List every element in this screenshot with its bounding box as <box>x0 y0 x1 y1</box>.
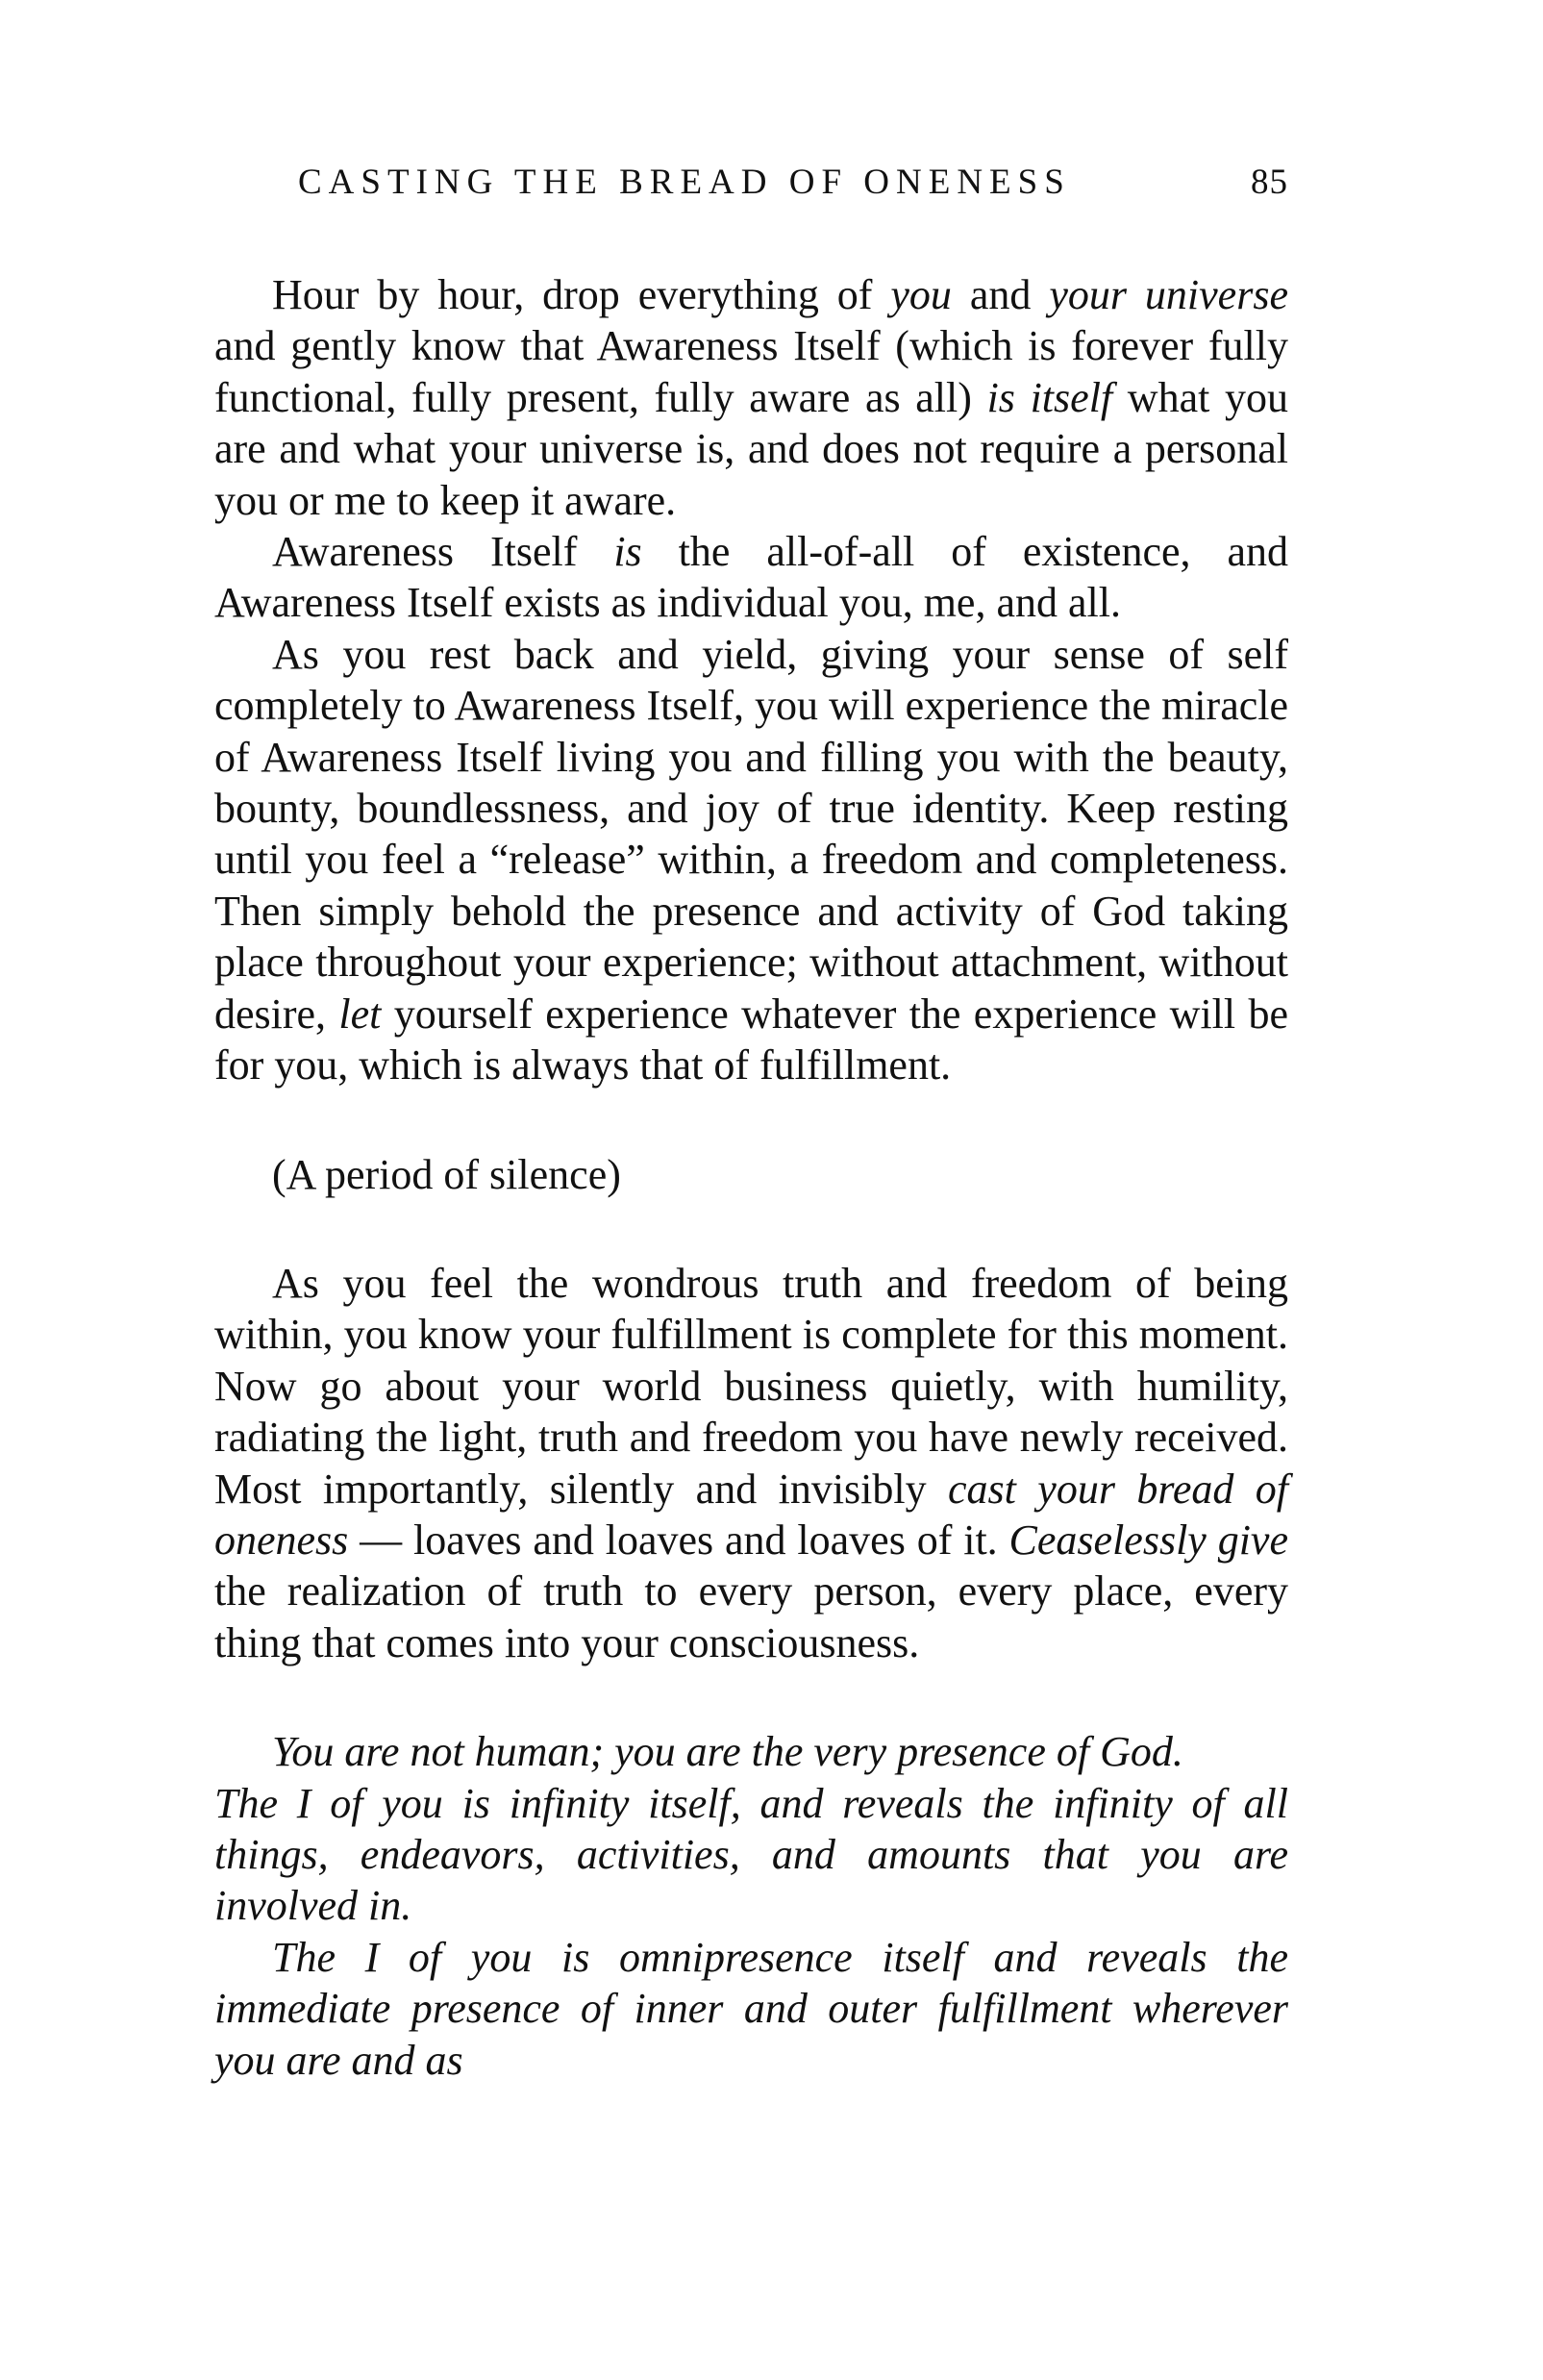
text-run: the all-of-all of existence, and Awareness Itself exists as individual you, me, and all. <box>214 528 1289 627</box>
emphasis: is itself <box>986 373 1113 421</box>
text-run: As you rest back and yield, giving your sense of self completely to Awareness Itself, you will experience the miracle of Awareness Itself living you and filling you with the beauty, bounty, boundlessness, and joy of true identity. Keep resting until you feel a “release” within, a freedom and completeness. Then simply behold the presence and activity of God taking place throughout your experience; without attachment, without desire, <box>214 630 1288 1038</box>
italic-passage <box>214 1726 1288 2086</box>
chapter-title: CASTING THE BREAD OF ONENESS <box>298 163 1071 202</box>
page-number: 85 <box>1251 163 1288 202</box>
text-run: and gently know that Awareness Itself (which is forever fully functional, fully present, fully aware as all) <box>214 322 1288 421</box>
emphasis: let <box>338 990 382 1038</box>
running-head <box>298 162 1288 210</box>
silence-note <box>214 1149 1288 1200</box>
paragraph-2 <box>214 526 1288 629</box>
text-run: (A period of silence) <box>272 1150 621 1198</box>
text-run: Hour by hour, drop everything of <box>272 271 891 318</box>
spacer <box>214 1668 1288 1726</box>
emphasis: your universe <box>1049 271 1288 318</box>
spacer <box>214 1091 1288 1149</box>
paragraph-3 <box>214 629 1288 1091</box>
text-run: what you are and what your universe is, and does not require a personal you or me to keep it aware. <box>214 373 1288 524</box>
text-run: — loaves and loaves and loaves of it. <box>348 1516 1009 1564</box>
italic-line-3: The I of you is omnipresence itself and reveals the immediate presence of inner and outer fulfillment wherever you are and as <box>214 1933 1288 2084</box>
paragraph-4 <box>214 1258 1288 1668</box>
italic-line-2: The I of you is infinity itself, and reveals the infinity of all things, endeavors, activities, and amounts that you are involved in. <box>214 1779 1288 1930</box>
emphasis: cast your bread of oneness <box>214 1465 1288 1564</box>
emphasis: is <box>613 528 642 576</box>
spacer <box>214 1200 1288 1258</box>
emphasis: you <box>890 271 952 318</box>
text-run: Awareness Itself <box>272 528 614 576</box>
paragraph-1 <box>214 269 1288 526</box>
text-run: and <box>951 271 1050 318</box>
text-run: the realization of truth to every person, every place, every thing that comes into your consciousness. <box>214 1567 1288 1666</box>
italic-line-1: You are not human; you are the very presence of God. <box>272 1728 1183 1776</box>
text-run: yourself experience whatever the experience will be for you, which is always that of fulfillment. <box>214 990 1288 1090</box>
body-text <box>214 269 1288 2086</box>
text-run: As you feel the wondrous truth and freedom of being within, you know your fulfillment is complete for this moment. Now go about your world business quietly, with humility, radiating the light, truth and freedom you have newly received. Most importantly, silently and invisibly <box>214 1259 1288 1513</box>
emphasis: Ceaselessly give <box>1008 1516 1288 1564</box>
